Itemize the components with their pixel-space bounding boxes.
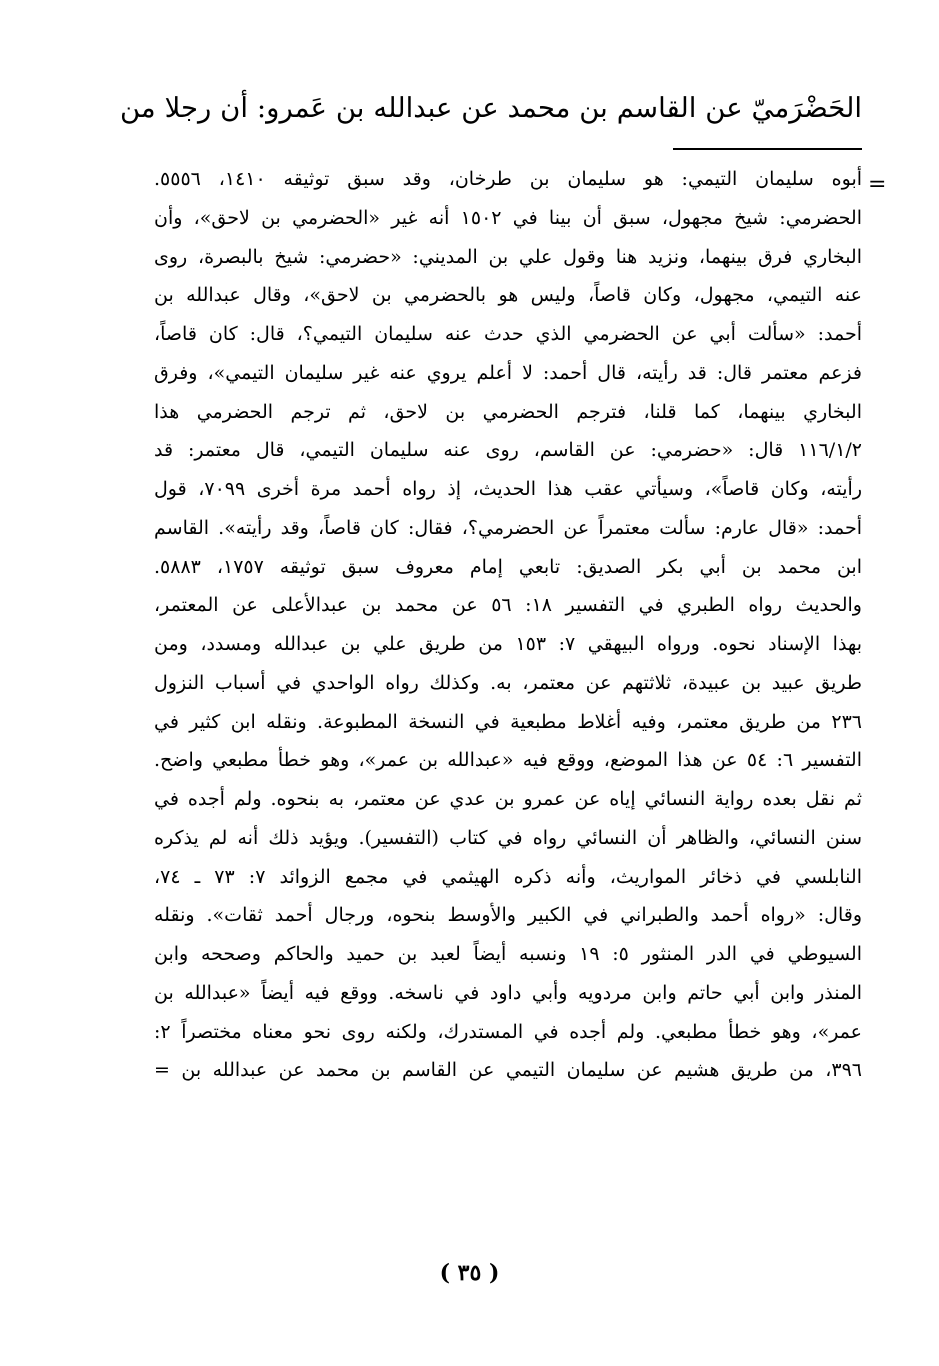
footnote-line: التفسير ٦: ٥٤ عن هذا الموضع، ووقع فيه «عبدالله بن عمر»، وهو خطأ مطبعي واضح. <box>154 749 862 772</box>
footnote-line: وقال: «رواه أحمد والطبراني في الكبير والأوسط بنحوه، ورجال أحمد ثقات». ونقله <box>154 904 862 927</box>
footnote-line: ٢٣٦ من طريق معتمر، وفيه أغلاط مطبعية في النسخة المطبوعة. ونقله ابن كثير في <box>154 710 862 733</box>
footnote-line: ١١٦/١/٢ قال: «حضرمي: عن القاسم، روى عنه سليمان التيمي، قال معتمر: قد <box>154 439 862 462</box>
footnote-line: والحديث رواه الطبري في التفسير ١٨: ٥٦ عن محمد بن عبدالأعلى عن المعتمر، <box>154 594 862 617</box>
footnote-line: أبوه سليمان التيمي: هو سليمان بن طرخان، وقد سبق توثيقه ١٤١٠، ٥٥٥٦. <box>154 168 862 190</box>
footnote-line: رأيته، وكان قاصاً»، وسيأتي عقب هذا الحديث، إذ رواه أحمد مرة أخرى ٧٠٩٩، قول <box>154 478 862 500</box>
footnote-line: البخاري بينهما، كما قلنا، فترجم الحضرمي بن لاحق، ثم ترجم الحضرمي هذا <box>154 400 862 423</box>
footnote-line: النابلسي في ذخائر المواريث، وأنه ذكره الهيثمي في مجمع الزوائد ٧: ٧٣ ـ ٧٤، <box>154 865 862 888</box>
footnote-divider <box>673 148 862 150</box>
footnote-line: فزعم معتمر قال: قد رأيته، قال أحمد: لا أعلم يروي عنه غير سليمان التيمي»، وفرق <box>154 361 862 384</box>
footnote-line: أحمد: «قال عارم: سألت معتمراً عن الحضرمي؟، فقال: كان قاصاً، وقد رأيته». القاسم <box>154 516 862 539</box>
continuation-mark: = <box>868 172 887 197</box>
footnote-line: سنن النسائي، والظاهر أن النسائي رواه في كتاب (التفسير). ويؤيد ذلك أنه لم يذكره <box>154 826 862 849</box>
footnote-line: الحضرمي: شيخ مجهول، سبق أن بينا في ١٥٠٢ أنه غير «الحضرمي بن لاحق»، وأن <box>154 206 862 229</box>
footnote-line: عنه التيمي، مجهول، وكان قاصاً، وليس هو بالحضرمي بن لاحق»، وقال عبدالله بن <box>154 284 862 307</box>
footnote-line: عمر»، وهو خطأ مطبعي. ولم أجده في المستدرك، ولكنه روى نحو معناه مختصراً ٢: <box>154 1020 862 1043</box>
footnote-line: ابن محمد بن أبي بكر الصديق: تابعي إمام معروف سبق توثيقه ١٧٥٧، ٥٨٨٣. <box>154 555 862 578</box>
footnote-line: أحمد: «سألت أبي عن الحضرمي الذي حدث عنه سليمان التيمي؟، قال: كان قاصاً، <box>154 323 862 345</box>
footnote-line: ثم نقل بعده رواية النسائي إياه عن عمرو بن عدي عن معتمر، به بنحوه. ولم أجده في <box>154 788 862 810</box>
footnote-line: المنذر وابن أبي حاتم وابن مردويه وأبي داود في ناسخه. ووقع فيه أيضاً «عبدالله بن <box>154 981 862 1004</box>
footnote-line: طريق عبيد بن عبيدة، ثلاثتهم عن معتمر، به. وكذلك رواه الواحدي في أسباب النزول <box>154 671 862 694</box>
footnote-line: السيوطي في الدر المنثور ٥: ١٩ ونسبه أيضاً لعبد بن حميد والحاكم وصححه وابن <box>154 943 862 965</box>
page-number: ( ٣٥ ) <box>439 1260 500 1286</box>
main-text-line: الحَضْرَميّ عن القاسم بن محمد عن عبدالله بن عَمرو: أن رجلا من <box>120 92 862 124</box>
footnotes <box>154 160 862 1090</box>
footnote-line: البخاري فرق بينهما، ونزيد هنا وقول علي بن المديني: «حضرمي: شيخ بالبصرة، روى <box>154 245 862 268</box>
footnote-line: بهذا الإسناد نحوه. ورواه البيهقي ٧: ١٥٣ من طريق علي بن عبدالله ومسدد، ومن <box>154 633 862 655</box>
footnote-line: ٣٩٦، من طريق هشيم عن سليمان التيمي عن القاسم بن محمد عن عبدالله بن = <box>154 1059 862 1082</box>
